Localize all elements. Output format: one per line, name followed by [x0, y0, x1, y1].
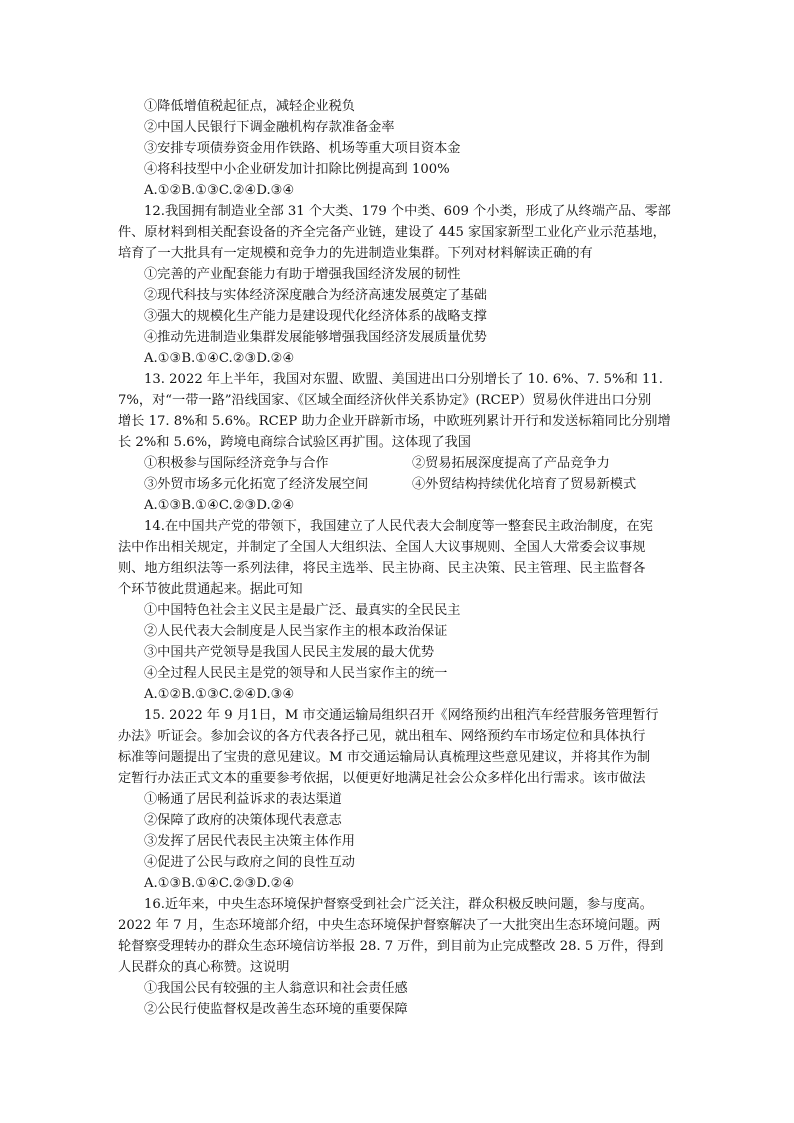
q13-answer-choices: A.①③B.①④C.②③D.②④	[144, 498, 295, 513]
q12-option-1: ①完善的产业配套能力有助于增强我国经济发展的韧性	[144, 267, 461, 282]
q14-option-3: ③中国共产党领导是我国人民民主发展的最大优势	[144, 645, 435, 660]
q11-option-2: ②中国人民银行下调金融机构存款准备金率	[144, 120, 395, 135]
q14-answer-choices: A.①②B.①③C.②④D.③④	[144, 687, 295, 702]
question-15	[118, 705, 680, 894]
q15-answer-choices: A.①③B.①④C.②③D.②④	[144, 876, 295, 891]
q14-stem-line-3: 则、地方组织法等一系列法律，将民主选举、民主协商、民主决策、民主管理、民主监督各	[118, 561, 646, 576]
q12-option-4: ④推动先进制造业集群发展能够增强我国经济发展质量优势	[144, 330, 487, 345]
q16-stem-line-3: 轮督察受理转办的群众生态环境信访举报 28. 7 万件，到目前为止完成整改 28. 5 万件，得到	[118, 939, 664, 954]
q16-stem-line-2: 2022 年 7 月，生态环境部介绍，中央生态环境保护督察解决了一大批突出生态环境问题。两	[118, 918, 661, 933]
q13-option-2: ②贸易拓展深度提高了产品竞争力	[412, 456, 610, 471]
q13-option-4: ④外贸结构持续优化培育了贸易新模式	[412, 477, 637, 492]
q13-options-row-1	[118, 453, 680, 474]
question-11	[118, 96, 680, 201]
q12-stem-line-1: 12.我国拥有制造业全部 31 个大类、179 个中类、609 个小类，形成了从终端产品、零部	[144, 204, 671, 219]
q14-stem-line-4: 个环节彼此贯通起来。据此可知	[118, 582, 303, 597]
q12-stem-line-3: 培育了一大批具有一定规模和竞争力的先进制造业集群。下列对材料解读正确的有	[118, 246, 593, 261]
q16-option-2: ②公民行使监督权是改善生态环境的重要保障	[144, 1002, 408, 1017]
q16-option-1: ①我国公民有较强的主人翁意识和社会责任感	[144, 981, 408, 996]
question-12	[118, 201, 680, 369]
q13-options-row-2	[118, 474, 680, 495]
question-13	[118, 369, 680, 516]
q14-option-4: ④全过程人民民主是党的领导和人民当家作主的统一	[144, 666, 448, 681]
q15-option-1: ①畅通了居民利益诉求的表达渠道	[144, 792, 342, 807]
q15-option-2: ②保障了政府的决策体现代表意志	[144, 813, 342, 828]
q12-option-2: ②现代科技与实体经济深度融合为经济高速发展奠定了基础	[144, 288, 487, 303]
q11-option-4: ④将科技型中小企业研发加计扣除比例提高到 100%	[144, 162, 450, 177]
q11-option-1: ①降低增值税起征点，减轻企业税负	[144, 99, 355, 114]
q14-option-1: ①中国特色社会主义民主是最广泛、最真实的全民民主	[144, 603, 461, 618]
q16-stem-line-1: 16.近年来，中央生态环境保护督察受到社会广泛关注，群众积极反映问题，参与度高。	[144, 897, 653, 912]
q15-option-3: ③发挥了居民代表民主决策主体作用	[144, 834, 355, 849]
q13-stem-line-2: 7%，对“一带一路”沿线国家、《区域全面经济伙伴关系协定》(RCEP）贸易伙伴进出口分别	[118, 393, 652, 408]
q11-answer-choices: A.①②B.①③C.②④D.③④	[144, 183, 295, 198]
question-16	[118, 894, 680, 1020]
q13-option-1: ①积极参与国际经济竞争与合作	[144, 456, 329, 471]
q13-stem-line-1: 13. 2022 年上半年，我国对东盟、欧盟、美国进出口分别增长了 10. 6%、7. 5%和 11.	[144, 372, 663, 387]
q12-stem-line-2: 件、原材料到相关配套设备的齐全完备产业链，建设了 445 家国家新型工业化产业示范基地，	[118, 225, 666, 240]
q14-option-2: ②人民代表大会制度是人民当家作主的根本政治保证	[144, 624, 448, 639]
q12-answer-choices: A.①③B.①④C.②③D.②④	[144, 351, 295, 366]
q12-option-3: ③强大的规模化生产能力是建设现代化经济体系的战略支撑	[144, 309, 487, 324]
q14-stem-line-2: 法中作出相关规定，并制定了全国人大组织法、全国人大议事规则、全国人大常委会议事规	[118, 540, 646, 555]
q13-stem-line-4: 长 2%和 5.6%，跨境电商综合试验区再扩围。这体现了我国	[118, 435, 471, 450]
q16-stem-line-4: 人民群众的真心称赞。这说明	[118, 960, 290, 975]
q13-stem-line-3: 增长 17. 8%和 5.6%。RCEP 助力企业开辟新市场，中欧班列累计开行和发送标箱同比分别增	[118, 414, 671, 429]
q14-stem-line-1: 14.在中国共产党的带领下，我国建立了人民代表大会制度等一整套民主政治制度，在宪	[144, 519, 653, 534]
q15-stem-line-4: 定暂行办法正式文本的重要参考依据，以便更好地满足社会公众多样化出行需求。该市做法	[118, 771, 646, 786]
q15-stem-line-3: 标准等问题提出了宝贵的意见建议。M 市交通运输局认真梳理这些意见建议，并将其作为制	[118, 750, 651, 765]
q15-stem-line-1: 15. 2022 年 9 月1日，M 市交通运输局组织召开《网络预约出租汽车经营服务管理暂行	[144, 708, 659, 723]
q15-option-4: ④促进了公民与政府之间的良性互动	[144, 855, 355, 870]
question-14	[118, 516, 680, 705]
q11-option-3: ③安排专项债券资金用作铁路、机场等重大项目资本金	[144, 141, 461, 156]
question-content	[118, 96, 680, 1020]
q15-stem-line-2: 办法》听证会。参加会议的各方代表各抒己见，就出租车、网络预约车市场定位和具体执行	[118, 729, 646, 744]
q13-option-3: ③外贸市场多元化拓宽了经济发展空间	[144, 477, 369, 492]
